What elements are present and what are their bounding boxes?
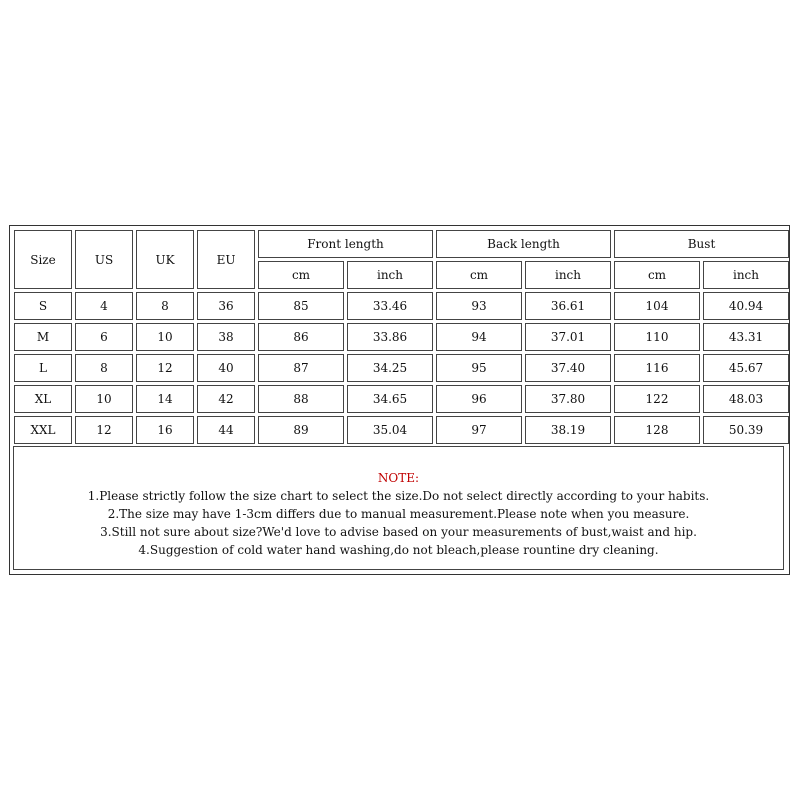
back-inch-cell: 37.80: [525, 385, 611, 413]
note-line: 4.Suggestion of cold water hand washing,do not bleach,please rountine dry cleaning.: [138, 543, 659, 557]
eu-cell: 36: [197, 292, 255, 320]
header-bust-inch: inch: [703, 261, 789, 289]
us-cell: 8: [75, 354, 133, 382]
eu-cell: 44: [197, 416, 255, 444]
table-row: [14, 292, 789, 320]
table-row: [14, 416, 789, 444]
back-cm-cell: 96: [436, 385, 522, 413]
uk-cell: 12: [136, 354, 194, 382]
size-cell: M: [14, 323, 72, 351]
back-inch-cell: 37.40: [525, 354, 611, 382]
front-inch-cell: 34.65: [347, 385, 433, 413]
bust-inch-cell: 48.03: [703, 385, 789, 413]
size-cell: S: [14, 292, 72, 320]
us-cell: 6: [75, 323, 133, 351]
note-box: [13, 446, 784, 570]
uk-cell: 10: [136, 323, 194, 351]
front-cm-cell: 88: [258, 385, 344, 413]
front-inch-cell: 33.86: [347, 323, 433, 351]
uk-cell: 14: [136, 385, 194, 413]
back-cm-cell: 93: [436, 292, 522, 320]
size-cell: XXL: [14, 416, 72, 444]
us-cell: 10: [75, 385, 133, 413]
note-line: 1.Please strictly follow the size chart to select the size.Do not select directly according to your habits.: [87, 489, 710, 503]
front-cm-cell: 86: [258, 323, 344, 351]
size-table: [11, 227, 792, 447]
front-inch-cell: 35.04: [347, 416, 433, 444]
bust-cm-cell: 110: [614, 323, 700, 351]
back-inch-cell: 37.01: [525, 323, 611, 351]
front-cm-cell: 89: [258, 416, 344, 444]
header-uk: UK: [136, 230, 194, 289]
header-back-cm: cm: [436, 261, 522, 289]
eu-cell: 38: [197, 323, 255, 351]
front-cm-cell: 85: [258, 292, 344, 320]
us-cell: 4: [75, 292, 133, 320]
note-line: 2.The size may have 1-3cm differs due to manual measurement.Please note when you measure.: [107, 507, 690, 521]
eu-cell: 40: [197, 354, 255, 382]
header-front-cm: cm: [258, 261, 344, 289]
bust-inch-cell: 43.31: [703, 323, 789, 351]
uk-cell: 16: [136, 416, 194, 444]
bust-cm-cell: 104: [614, 292, 700, 320]
header-front-inch: inch: [347, 261, 433, 289]
back-inch-cell: 38.19: [525, 416, 611, 444]
front-inch-cell: 34.25: [347, 354, 433, 382]
header-front-length: Front length: [258, 230, 433, 258]
back-cm-cell: 97: [436, 416, 522, 444]
table-row: [14, 323, 789, 351]
bust-inch-cell: 40.94: [703, 292, 789, 320]
header-bust: Bust: [614, 230, 789, 258]
bust-inch-cell: 45.67: [703, 354, 789, 382]
table-row: [14, 385, 789, 413]
back-cm-cell: 94: [436, 323, 522, 351]
bust-inch-cell: 50.39: [703, 416, 789, 444]
header-bust-cm: cm: [614, 261, 700, 289]
note-title: NOTE:: [377, 471, 420, 485]
bust-cm-cell: 116: [614, 354, 700, 382]
header-us: US: [75, 230, 133, 289]
front-cm-cell: 87: [258, 354, 344, 382]
header-row: [14, 230, 789, 258]
us-cell: 12: [75, 416, 133, 444]
uk-cell: 8: [136, 292, 194, 320]
front-inch-cell: 33.46: [347, 292, 433, 320]
eu-cell: 42: [197, 385, 255, 413]
header-eu: EU: [197, 230, 255, 289]
header-back-length: Back length: [436, 230, 611, 258]
size-cell: XL: [14, 385, 72, 413]
header-back-inch: inch: [525, 261, 611, 289]
table-row: [14, 354, 789, 382]
header-size: Size: [14, 230, 72, 289]
note-line: 3.Still not sure about size?We'd love to advise based on your measurements of bust,waist and hip.: [100, 525, 697, 539]
size-cell: L: [14, 354, 72, 382]
back-inch-cell: 36.61: [525, 292, 611, 320]
bust-cm-cell: 122: [614, 385, 700, 413]
bust-cm-cell: 128: [614, 416, 700, 444]
size-chart: [9, 225, 790, 575]
back-cm-cell: 95: [436, 354, 522, 382]
